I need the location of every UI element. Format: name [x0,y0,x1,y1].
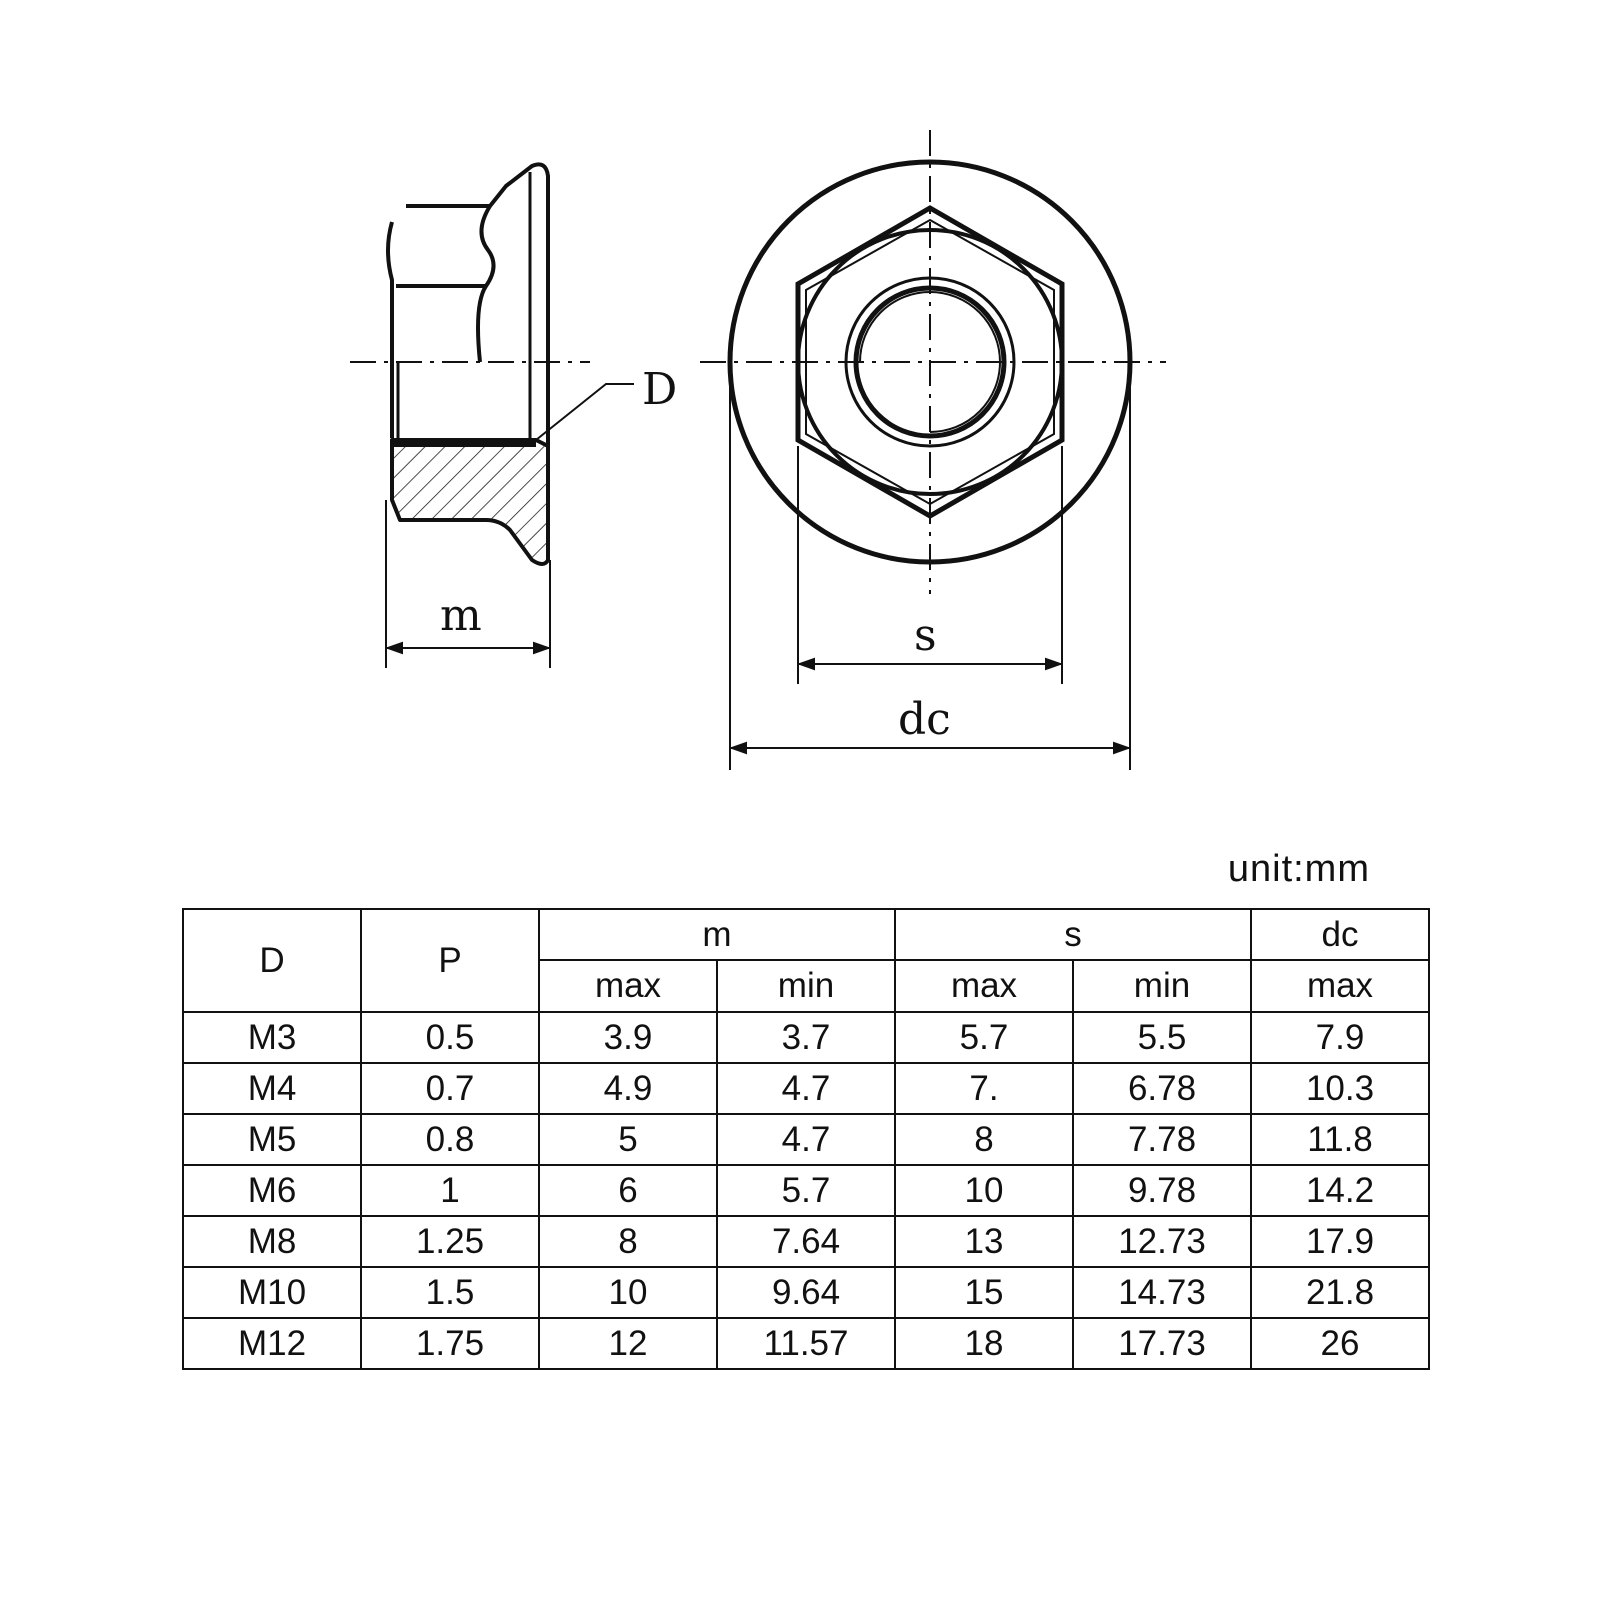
table-cell: 9.64 [717,1267,895,1318]
table-cell: 7.9 [1251,1012,1429,1063]
table-cell: 5 [539,1114,717,1165]
table-cell: 1.5 [361,1267,539,1318]
hex-body-outline [388,222,392,438]
table-cell: 7.64 [717,1216,895,1267]
table-cell: 26 [1251,1318,1429,1369]
table-cell: M5 [183,1114,361,1165]
table-cell: 17.9 [1251,1216,1429,1267]
table-cell: 21.8 [1251,1267,1429,1318]
m-label: m [440,590,482,641]
table-cell: M4 [183,1063,361,1114]
table-cell: 14.2 [1251,1165,1429,1216]
section-hatched [392,440,548,564]
table-cell: M12 [183,1318,361,1369]
table-cell: M3 [183,1012,361,1063]
table-cell: 10 [895,1165,1073,1216]
table-cell: 8 [895,1114,1073,1165]
table-cell: 0.8 [361,1114,539,1165]
table-cell: 10 [539,1267,717,1318]
table-row [183,1318,1429,1369]
table-cell: 0.7 [361,1063,539,1114]
table-cell: 5.7 [717,1165,895,1216]
table-row [183,1063,1429,1114]
s-label: s [914,610,937,661]
table-cell: 15 [895,1267,1073,1318]
table-cell: 18 [895,1318,1073,1369]
header-m: m [539,909,895,960]
table-cell: M8 [183,1216,361,1267]
d-label: D [642,364,678,415]
table-cell: 11.8 [1251,1114,1429,1165]
table-cell: 10.3 [1251,1063,1429,1114]
table-cell: 7.78 [1073,1114,1251,1165]
table-cell: 4.7 [717,1114,895,1165]
table-cell: 17.73 [1073,1318,1251,1369]
dc-label: dc [898,694,951,745]
table-cell: 9.78 [1073,1165,1251,1216]
table-cell: M10 [183,1267,361,1318]
table-cell: 0.5 [361,1012,539,1063]
table-cell: 5.7 [895,1012,1073,1063]
table-row [183,1267,1429,1318]
table-cell: M6 [183,1165,361,1216]
header-m-max: max [539,960,717,1012]
d-leader-line [536,384,634,440]
table-cell: 13 [895,1216,1073,1267]
header-p: P [361,909,539,1012]
table-cell: 1.75 [361,1318,539,1369]
unit-label: unit:mm [1227,848,1370,890]
table-cell: 5.5 [1073,1012,1251,1063]
table-row [183,1114,1429,1165]
table-cell: 4.7 [717,1063,895,1114]
table-cell: 3.9 [539,1012,717,1063]
header-dc: dc [1251,909,1429,960]
table-cell: 7. [895,1063,1073,1114]
table-cell: 12 [539,1318,717,1369]
table-row [183,1165,1429,1216]
table-cell: 1.25 [361,1216,539,1267]
table-cell: 3.7 [717,1012,895,1063]
table-body [183,1012,1429,1369]
side-view [388,164,548,564]
header-d: D [183,909,361,1012]
dimension-table [182,908,1430,1370]
table-cell: 4.9 [539,1063,717,1114]
header-s-min: min [1073,960,1251,1012]
table-cell: 6 [539,1165,717,1216]
table-cell: 6.78 [1073,1063,1251,1114]
header-m-min: min [717,960,895,1012]
table-cell: 11.57 [717,1318,895,1369]
table-cell: 12.73 [1073,1216,1251,1267]
header-s-max: max [895,960,1073,1012]
table-row [183,1216,1429,1267]
table-row [183,1012,1429,1063]
header-s: s [895,909,1251,960]
table-cell: 1 [361,1165,539,1216]
header-dc-max: max [1251,960,1429,1012]
table-cell: 8 [539,1216,717,1267]
table-cell: 14.73 [1073,1267,1251,1318]
